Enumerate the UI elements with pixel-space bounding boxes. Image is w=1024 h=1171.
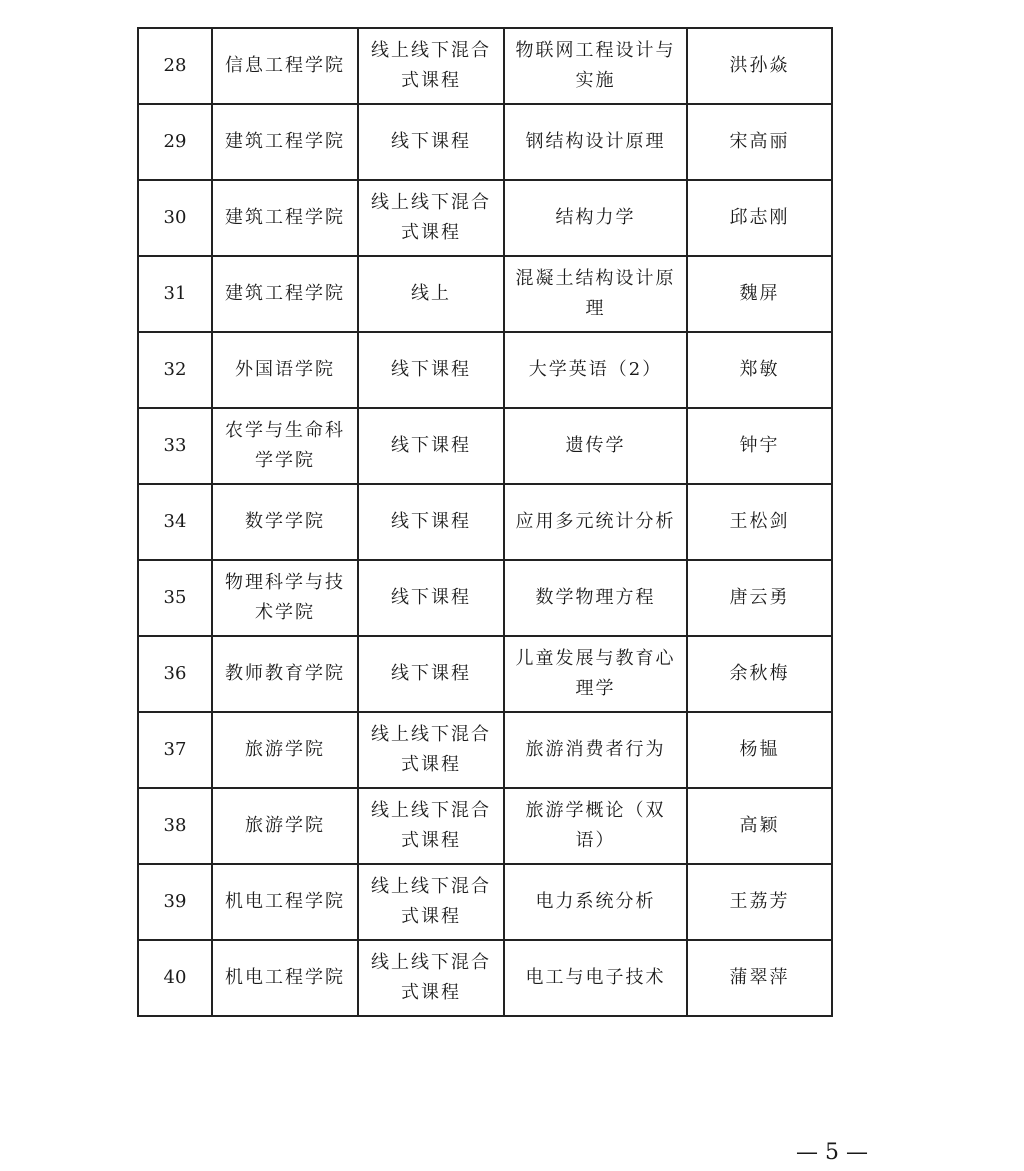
college-cell: 建筑工程学院 xyxy=(212,256,358,332)
course-name-cell: 物联网工程设计与实施 xyxy=(504,28,687,104)
course-name-cell: 结构力学 xyxy=(504,180,687,256)
table-row xyxy=(138,788,832,864)
table-row xyxy=(138,484,832,560)
row-number: 29 xyxy=(138,104,212,180)
row-number: 34 xyxy=(138,484,212,560)
row-number: 35 xyxy=(138,560,212,636)
college-cell: 机电工程学院 xyxy=(212,864,358,940)
course-type-cell: 线下课程 xyxy=(358,560,504,636)
course-type-cell: 线上线下混合式课程 xyxy=(358,712,504,788)
row-number: 33 xyxy=(138,408,212,484)
course-type-cell: 线上线下混合式课程 xyxy=(358,940,504,1016)
course-name-cell: 混凝土结构设计原理 xyxy=(504,256,687,332)
college-cell: 建筑工程学院 xyxy=(212,104,358,180)
course-name-cell: 电工与电子技术 xyxy=(504,940,687,1016)
teacher-cell: 余秋梅 xyxy=(687,636,832,712)
course-type-cell: 线上 xyxy=(358,256,504,332)
course-type-cell: 线下课程 xyxy=(358,104,504,180)
college-cell: 建筑工程学院 xyxy=(212,180,358,256)
teacher-cell: 洪孙焱 xyxy=(687,28,832,104)
course-name-cell: 大学英语（2） xyxy=(504,332,687,408)
table-row xyxy=(138,256,832,332)
course-name-cell: 儿童发展与教育心理学 xyxy=(504,636,687,712)
row-number: 28 xyxy=(138,28,212,104)
table-row xyxy=(138,636,832,712)
course-type-cell: 线上线下混合式课程 xyxy=(358,788,504,864)
table-row xyxy=(138,332,832,408)
table-row xyxy=(138,864,832,940)
teacher-cell: 王荔芳 xyxy=(687,864,832,940)
table-row xyxy=(138,180,832,256)
teacher-cell: 蒲翠萍 xyxy=(687,940,832,1016)
college-cell: 教师教育学院 xyxy=(212,636,358,712)
teacher-cell: 唐云勇 xyxy=(687,560,832,636)
teacher-cell: 魏屏 xyxy=(687,256,832,332)
table-row xyxy=(138,408,832,484)
course-type-cell: 线上线下混合式课程 xyxy=(358,864,504,940)
course-name-cell: 旅游学概论（双语） xyxy=(504,788,687,864)
table-row xyxy=(138,28,832,104)
table-row xyxy=(138,560,832,636)
college-cell: 物理科学与技术学院 xyxy=(212,560,358,636)
course-name-cell: 旅游消费者行为 xyxy=(504,712,687,788)
course-type-cell: 线下课程 xyxy=(358,636,504,712)
row-number: 39 xyxy=(138,864,212,940)
table-row xyxy=(138,104,832,180)
row-number: 38 xyxy=(138,788,212,864)
teacher-cell: 宋高丽 xyxy=(687,104,832,180)
course-name-cell: 遗传学 xyxy=(504,408,687,484)
teacher-cell: 王松剑 xyxy=(687,484,832,560)
teacher-cell: 郑敏 xyxy=(687,332,832,408)
college-cell: 旅游学院 xyxy=(212,712,358,788)
college-cell: 旅游学院 xyxy=(212,788,358,864)
table-row xyxy=(138,940,832,1016)
row-number: 36 xyxy=(138,636,212,712)
course-type-cell: 线下课程 xyxy=(358,408,504,484)
course-type-cell: 线下课程 xyxy=(358,332,504,408)
row-number: 40 xyxy=(138,940,212,1016)
course-table-body xyxy=(138,28,832,1016)
course-name-cell: 数学物理方程 xyxy=(504,560,687,636)
college-cell: 农学与生命科学学院 xyxy=(212,408,358,484)
college-cell: 机电工程学院 xyxy=(212,940,358,1016)
teacher-cell: 杨韫 xyxy=(687,712,832,788)
course-name-cell: 钢结构设计原理 xyxy=(504,104,687,180)
teacher-cell: 邱志刚 xyxy=(687,180,832,256)
course-type-cell: 线下课程 xyxy=(358,484,504,560)
college-cell: 信息工程学院 xyxy=(212,28,358,104)
course-name-cell: 应用多元统计分析 xyxy=(504,484,687,560)
course-table xyxy=(137,27,833,1017)
course-type-cell: 线上线下混合式课程 xyxy=(358,180,504,256)
page-number: — 5 — xyxy=(796,1140,868,1165)
college-cell: 数学学院 xyxy=(212,484,358,560)
row-number: 32 xyxy=(138,332,212,408)
row-number: 30 xyxy=(138,180,212,256)
teacher-cell: 钟宇 xyxy=(687,408,832,484)
table-row xyxy=(138,712,832,788)
row-number: 31 xyxy=(138,256,212,332)
course-type-cell: 线上线下混合式课程 xyxy=(358,28,504,104)
college-cell: 外国语学院 xyxy=(212,332,358,408)
row-number: 37 xyxy=(138,712,212,788)
course-name-cell: 电力系统分析 xyxy=(504,864,687,940)
teacher-cell: 高颖 xyxy=(687,788,832,864)
